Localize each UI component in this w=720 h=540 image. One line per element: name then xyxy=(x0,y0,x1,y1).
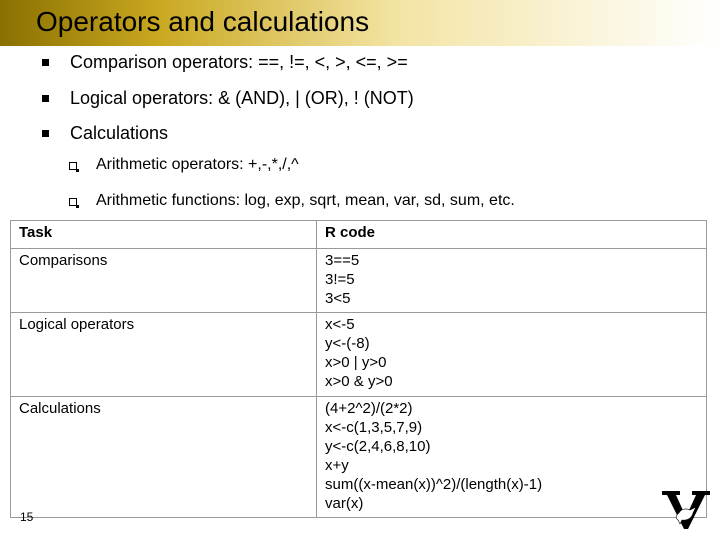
bullet-calculations: Calculations xyxy=(70,123,169,143)
title-bar xyxy=(0,0,720,46)
sub-bullet-arithmetic-operators: Arithmetic operators: +,-,*,/,^ xyxy=(96,156,299,173)
code-line: y<-(-8) xyxy=(325,335,370,352)
table-row xyxy=(11,397,707,518)
bullet-logical: Logical operators: & (AND), | (OR), ! (NOT) xyxy=(70,88,414,108)
code-line: 3!=5 xyxy=(325,271,355,288)
slide-title: Operators and calculations xyxy=(36,6,370,37)
header-task: Task xyxy=(11,221,317,249)
code-cell xyxy=(317,397,707,518)
code-line: (4+2^2)/(2*2) xyxy=(325,400,413,417)
task-cell: Logical operators xyxy=(11,313,317,397)
sub-bullet-box-icon xyxy=(69,198,77,206)
sub-bullet-box-icon xyxy=(69,162,77,170)
bullet-comparison: Comparison operators: ==, !=, <, >, <=, >= xyxy=(70,52,408,72)
table-header-row xyxy=(11,221,707,249)
header-r-code: R code xyxy=(317,221,707,249)
sub-bullet-arithmetic-functions: Arithmetic functions: log, exp, sqrt, mean, var, sd, sum, etc. xyxy=(96,192,515,209)
code-line: x>0 | y>0 xyxy=(325,354,387,371)
code-line: sum((x-mean(x))^2)/(length(x)-1) xyxy=(325,476,543,493)
code-line: y<-c(2,4,6,8,10) xyxy=(325,438,431,455)
table-row xyxy=(11,249,707,313)
code-line: var(x) xyxy=(325,495,364,512)
bullet-square-icon xyxy=(42,130,49,137)
task-cell: Calculations xyxy=(11,397,317,518)
vanderbilt-v-logo-icon xyxy=(662,487,710,531)
code-line: x<-5 xyxy=(325,316,355,333)
code-line: x+y xyxy=(325,457,349,474)
code-line: x<-c(1,3,5,7,9) xyxy=(325,419,423,436)
r-code-table xyxy=(10,220,707,518)
code-line: 3==5 xyxy=(325,252,360,269)
code-line: 3<5 xyxy=(325,290,351,307)
table-row xyxy=(11,313,707,397)
slide-number: 15 xyxy=(20,510,34,524)
bullet-square-icon xyxy=(42,59,49,66)
code-cell xyxy=(317,313,707,397)
code-cell xyxy=(317,249,707,313)
code-line: x>0 & y>0 xyxy=(325,373,393,390)
task-cell: Comparisons xyxy=(11,249,317,313)
bullet-square-icon xyxy=(42,95,49,102)
